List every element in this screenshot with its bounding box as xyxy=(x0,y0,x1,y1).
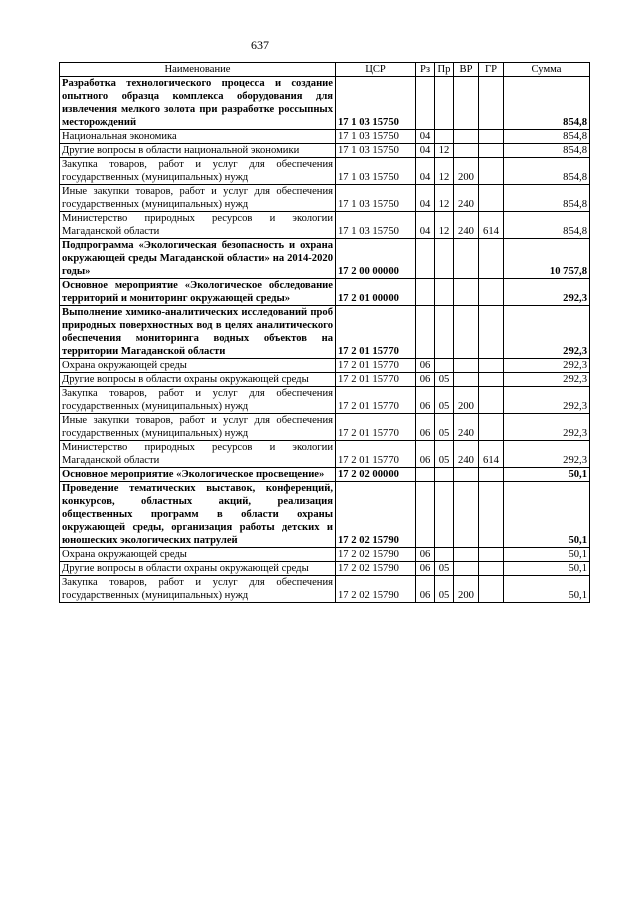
row-sum: 292,3 xyxy=(504,279,590,306)
row-gr xyxy=(479,387,504,414)
header-gr: ГР xyxy=(479,63,504,77)
row-gr xyxy=(479,158,504,185)
row-sum: 292,3 xyxy=(504,414,590,441)
header-name: Наименование xyxy=(60,63,336,77)
row-pr xyxy=(435,279,454,306)
row-gr xyxy=(479,185,504,212)
row-vr xyxy=(454,77,479,130)
row-rz: 04 xyxy=(416,130,435,144)
row-vr: 200 xyxy=(454,576,479,603)
row-pr xyxy=(435,468,454,482)
row-csr: 17 1 03 15750 xyxy=(336,77,416,130)
row-name: Основное мероприятие «Экологическое просвещение» xyxy=(60,468,336,482)
row-rz: 06 xyxy=(416,548,435,562)
budget-table xyxy=(59,62,590,603)
row-vr xyxy=(454,359,479,373)
row-rz: 06 xyxy=(416,387,435,414)
row-csr: 17 1 03 15750 xyxy=(336,185,416,212)
row-gr: 614 xyxy=(479,441,504,468)
row-name: Другие вопросы в области национальной экономики xyxy=(60,144,336,158)
row-csr: 17 2 02 15790 xyxy=(336,548,416,562)
header-rz: Рз xyxy=(416,63,435,77)
row-sum: 854,8 xyxy=(504,77,590,130)
row-sum: 10 757,8 xyxy=(504,239,590,279)
row-sum: 50,1 xyxy=(504,482,590,548)
row-sum: 292,3 xyxy=(504,387,590,414)
row-name: Охрана окружающей среды xyxy=(60,548,336,562)
row-sum: 854,8 xyxy=(504,144,590,158)
row-name: Закупка товаров, работ и услуг для обеспечения государственных (муниципальных) нужд xyxy=(60,158,336,185)
row-rz: 04 xyxy=(416,158,435,185)
row-sum: 292,3 xyxy=(504,441,590,468)
row-sum: 50,1 xyxy=(504,468,590,482)
row-vr xyxy=(454,279,479,306)
table-body xyxy=(60,77,590,603)
row-pr xyxy=(435,77,454,130)
table-row xyxy=(60,130,590,144)
row-sum: 854,8 xyxy=(504,130,590,144)
row-vr xyxy=(454,239,479,279)
row-gr xyxy=(479,373,504,387)
table-row xyxy=(60,144,590,158)
row-pr xyxy=(435,482,454,548)
header-vr: ВР xyxy=(454,63,479,77)
row-name: Другие вопросы в области охраны окружающей среды xyxy=(60,562,336,576)
row-csr: 17 2 02 15790 xyxy=(336,482,416,548)
row-pr: 05 xyxy=(435,373,454,387)
row-vr: 240 xyxy=(454,441,479,468)
row-rz xyxy=(416,239,435,279)
row-name: Иные закупки товаров, работ и услуг для обеспечения государственных (муниципальных) нужд xyxy=(60,185,336,212)
row-csr: 17 2 01 15770 xyxy=(336,387,416,414)
header-pr: Пр xyxy=(435,63,454,77)
row-csr: 17 2 01 15770 xyxy=(336,373,416,387)
row-rz xyxy=(416,279,435,306)
row-sum: 292,3 xyxy=(504,373,590,387)
row-vr xyxy=(454,144,479,158)
row-rz xyxy=(416,468,435,482)
row-vr xyxy=(454,130,479,144)
table-row xyxy=(60,158,590,185)
row-gr xyxy=(479,562,504,576)
row-vr: 240 xyxy=(454,212,479,239)
row-sum: 50,1 xyxy=(504,562,590,576)
row-gr: 614 xyxy=(479,212,504,239)
row-csr: 17 1 03 15750 xyxy=(336,144,416,158)
row-sum: 854,8 xyxy=(504,158,590,185)
row-pr: 12 xyxy=(435,185,454,212)
row-pr: 05 xyxy=(435,441,454,468)
page-number: 637 xyxy=(251,38,269,52)
row-rz: 06 xyxy=(416,576,435,603)
table-row xyxy=(60,359,590,373)
row-gr xyxy=(479,548,504,562)
row-gr xyxy=(479,77,504,130)
row-csr: 17 2 02 00000 xyxy=(336,468,416,482)
row-sum: 854,8 xyxy=(504,185,590,212)
row-rz: 04 xyxy=(416,185,435,212)
row-rz xyxy=(416,306,435,359)
row-csr: 17 2 02 15790 xyxy=(336,562,416,576)
row-gr xyxy=(479,359,504,373)
row-vr xyxy=(454,373,479,387)
table-row xyxy=(60,77,590,130)
row-name: Министерство природных ресурсов и экологии Магаданской области xyxy=(60,441,336,468)
row-pr: 05 xyxy=(435,562,454,576)
row-name: Выполнение химико-аналитических исследований проб природных поверхностных вод в целях аналитического обеспечения мониторинга водных объектов на территории Магаданской области xyxy=(60,306,336,359)
row-gr xyxy=(479,306,504,359)
table-row xyxy=(60,185,590,212)
row-vr xyxy=(454,482,479,548)
header-csr: ЦСР xyxy=(336,63,416,77)
table-row xyxy=(60,387,590,414)
row-rz: 06 xyxy=(416,562,435,576)
row-vr: 240 xyxy=(454,414,479,441)
row-name: Охрана окружающей среды xyxy=(60,359,336,373)
row-name: Подпрограмма «Экологическая безопасность и охрана окружающей среды Магаданской области» на 2014-2020 годы» xyxy=(60,239,336,279)
row-csr: 17 1 03 15750 xyxy=(336,130,416,144)
row-csr: 17 2 01 15770 xyxy=(336,306,416,359)
row-gr xyxy=(479,414,504,441)
row-rz: 06 xyxy=(416,359,435,373)
row-gr xyxy=(479,239,504,279)
table-row xyxy=(60,414,590,441)
row-gr xyxy=(479,468,504,482)
table-row xyxy=(60,279,590,306)
row-name: Национальная экономика xyxy=(60,130,336,144)
table-row xyxy=(60,562,590,576)
table-row xyxy=(60,306,590,359)
row-gr xyxy=(479,279,504,306)
row-vr xyxy=(454,548,479,562)
table-row xyxy=(60,482,590,548)
row-vr: 240 xyxy=(454,185,479,212)
row-rz xyxy=(416,482,435,548)
row-name: Другие вопросы в области охраны окружающей среды xyxy=(60,373,336,387)
row-pr: 12 xyxy=(435,144,454,158)
row-pr xyxy=(435,239,454,279)
row-sum: 292,3 xyxy=(504,306,590,359)
table-row xyxy=(60,441,590,468)
table-row xyxy=(60,468,590,482)
row-name: Закупка товаров, работ и услуг для обеспечения государственных (муниципальных) нужд xyxy=(60,576,336,603)
table-row xyxy=(60,239,590,279)
row-name: Основное мероприятие «Экологическое обследование территорий и мониторинг окружающей среды» xyxy=(60,279,336,306)
row-csr: 17 2 01 00000 xyxy=(336,279,416,306)
row-pr xyxy=(435,130,454,144)
row-name: Проведение тематических выставок, конференций, конкурсов, областных акций, реализация общественных программ в области охраны окружающей среды, организация работы детских и юношеских экологических патрулей xyxy=(60,482,336,548)
row-csr: 17 2 00 00000 xyxy=(336,239,416,279)
row-vr: 200 xyxy=(454,158,479,185)
row-pr: 05 xyxy=(435,576,454,603)
header-sum: Сумма xyxy=(504,63,590,77)
row-rz: 04 xyxy=(416,144,435,158)
row-pr xyxy=(435,359,454,373)
row-pr: 05 xyxy=(435,387,454,414)
row-csr: 17 1 03 15750 xyxy=(336,212,416,239)
row-csr: 17 2 02 15790 xyxy=(336,576,416,603)
row-rz: 06 xyxy=(416,373,435,387)
row-pr xyxy=(435,548,454,562)
row-sum: 50,1 xyxy=(504,576,590,603)
row-csr: 17 1 03 15750 xyxy=(336,158,416,185)
row-name: Разработка технологического процесса и создание опытного образца комплекса оборудования для извлечения мелкого золота при разработке россыпных месторождений xyxy=(60,77,336,130)
row-vr xyxy=(454,468,479,482)
row-sum: 292,3 xyxy=(504,359,590,373)
row-sum: 854,8 xyxy=(504,212,590,239)
row-sum: 50,1 xyxy=(504,548,590,562)
row-gr xyxy=(479,482,504,548)
row-csr: 17 2 01 15770 xyxy=(336,359,416,373)
row-gr xyxy=(479,576,504,603)
table-row xyxy=(60,576,590,603)
row-vr xyxy=(454,562,479,576)
row-name: Иные закупки товаров, работ и услуг для обеспечения государственных (муниципальных) нужд xyxy=(60,414,336,441)
row-pr xyxy=(435,306,454,359)
row-rz: 06 xyxy=(416,441,435,468)
table-header-row xyxy=(60,63,590,77)
row-csr: 17 2 01 15770 xyxy=(336,414,416,441)
table-row xyxy=(60,548,590,562)
row-name: Закупка товаров, работ и услуг для обеспечения государственных (муниципальных) нужд xyxy=(60,387,336,414)
row-vr: 200 xyxy=(454,387,479,414)
row-pr: 12 xyxy=(435,158,454,185)
row-csr: 17 2 01 15770 xyxy=(336,441,416,468)
row-pr: 12 xyxy=(435,212,454,239)
row-pr: 05 xyxy=(435,414,454,441)
table-row xyxy=(60,373,590,387)
row-gr xyxy=(479,130,504,144)
row-rz: 06 xyxy=(416,414,435,441)
row-gr xyxy=(479,144,504,158)
table-row xyxy=(60,212,590,239)
row-rz: 04 xyxy=(416,212,435,239)
row-vr xyxy=(454,306,479,359)
row-rz xyxy=(416,77,435,130)
row-name: Министерство природных ресурсов и экологии Магаданской области xyxy=(60,212,336,239)
